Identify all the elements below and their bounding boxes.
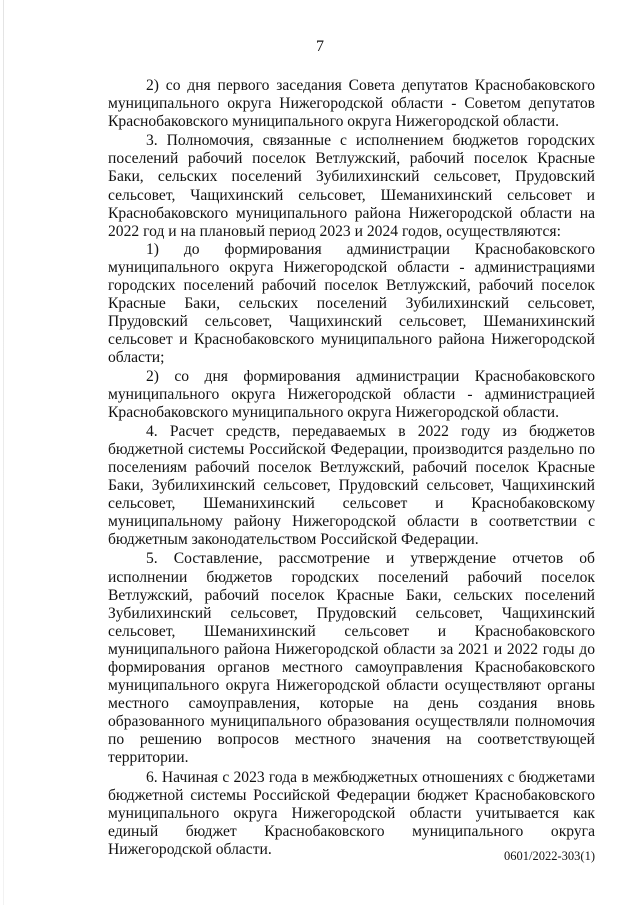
paragraph-3-2: 2) со дня формирования администрации Краснобаковского муниципального округа Нижегородской области - администрацией Краснобаковского муниципального округа Нижегородской области. <box>108 367 595 421</box>
paragraph-2-2: 2) со дня первого заседания Совета депутатов Краснобаковского муниципального округа Нижегородской области - Советом депутатов Краснобаковского муниципального округа Нижегородской области. <box>108 77 595 131</box>
document-code: 0601/2022-303(1) <box>504 849 595 863</box>
paragraph-4: 4. Расчет средств, передаваемых в 2022 году из бюджетов бюджетной системы Российской Федерации, производится раздельно по поселениям рабочий поселок Ветлужский, рабочий поселок Красные Баки, Зубилихинский сельсовет, Прудовский сельсовет, Чащихинский сельсовет, Шеманихинский сельсовет и Краснобаковскому муниципальному району Нижегородской области в соответствии с бюджетным законодательством Российской Федерации. <box>108 422 595 549</box>
paragraph-3: 3. Полномочия, связанные с исполнением бюджетов городских поселений рабочий поселок Ветлужский, рабочий поселок Красные Баки, сельских поселений Зубилихинский сельсовет, Прудовский сельсовет, Чащихинский сельсовет, Шеманихинский сельсовет и Краснобаковского муниципального района Нижегородской области на 2022 год и на плановый период 2023 и 2024 годов, осуществляются: <box>108 132 595 240</box>
paragraph-6: 6. Начиная с 2023 года в межбюджетных отношениях с бюджетами бюджетной системы Российской Федерации бюджет Краснобаковского муниципального округа Нижегородской области учитывается как единый бюджет Краснобаковского муниципального округа Нижегородской области. <box>108 768 595 858</box>
page-number: 7 <box>316 38 324 55</box>
document-body <box>108 77 595 859</box>
scan-edge-shadow <box>3 0 4 905</box>
paragraph-5: 5. Составление, рассмотрение и утверждение отчетов об исполнении бюджетов городских поселений рабочий поселок Ветлужский, рабочий поселок Красные Баки, сельских поселений Зубилихинский сельсовет, Прудовский сельсовет, Чащихинский сельсовет, Шеманихинский сельсовет и Краснобаковского муниципального района Нижегородской области за 2021 и 2022 годы до формирования органов местного самоуправления Краснобаковского муниципального округа Нижегородской области осуществляют органы местного самоуправления, которые на день создания вновь образованного муниципального образования осуществляли полномочия по решению вопросов местного значения на соответствующей территории. <box>108 550 595 767</box>
paragraph-3-1: 1) до формирования администрации Краснобаковского муниципального округа Нижегородской области - администрациями городских поселений рабочий поселок Ветлужский, рабочий поселок Красные Баки, сельских поселений Зубилихинский сельсовет, Прудовский сельсовет, Чащихинский сельсовет, Шеманихинский сельсовет и Краснобаковского муниципального района Нижегородской области; <box>108 240 595 367</box>
